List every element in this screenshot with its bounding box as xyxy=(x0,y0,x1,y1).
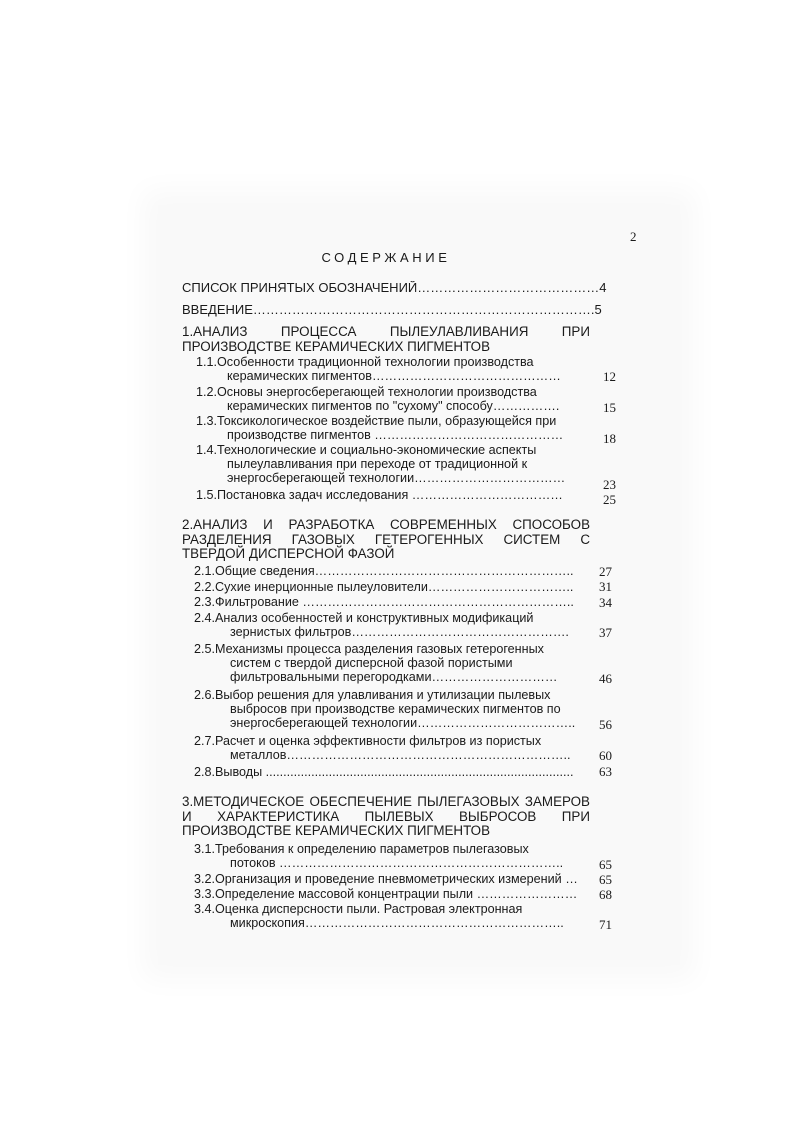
toc-page-number: 34 xyxy=(599,595,612,610)
toc-page-number: 37 xyxy=(599,625,612,640)
toc-item-text-cont: металлов………………………………………………………….. xyxy=(230,748,571,762)
toc-page-number: 46 xyxy=(599,671,612,686)
toc-item-2-2 xyxy=(194,580,584,594)
toc-item-2-5 xyxy=(194,642,584,684)
toc-page-number: 63 xyxy=(599,764,612,779)
toc-item-1-2 xyxy=(196,385,582,413)
toc-item-text-cont: керамических пигментов……………………………………… xyxy=(227,369,561,383)
toc-page-number: 25 xyxy=(603,492,616,507)
toc-item-text-cont: фильтровальными перегородками………………………… xyxy=(230,670,558,684)
toc-item-text-cont: энергосберегающей технологии……………………………… xyxy=(227,471,566,485)
toc-item-text-cont: потоков ………………………………………………………….. xyxy=(230,856,564,870)
toc-item-text: 1.1.Особенности традиционной технологии производства xyxy=(196,355,534,369)
page-title: СОДЕРЖАНИЕ xyxy=(321,250,451,265)
toc-item-text-cont: пылеулавливания при переходе от традиционной к xyxy=(227,457,528,471)
toc-item-2-7 xyxy=(194,734,584,762)
toc-item-3-4 xyxy=(194,902,586,930)
toc-page-number: 15 xyxy=(603,400,616,415)
toc-item-text: 1.3.Токсикологическое воздействие пыли, образующейся при xyxy=(196,414,557,428)
chapter-1-heading: 1.АНАЛИЗ ПРОЦЕССА ПЫЛЕУЛАВЛИВАНИЯ ПРИ ПРОИЗВОДСТВЕ КЕРАМИЧЕСКИХ ПИГМЕНТОВ xyxy=(182,324,590,354)
toc-item-text: 2.2.Сухие инерционные пылеуловители…………………………….. xyxy=(194,580,574,594)
toc-page-number: 71 xyxy=(599,917,612,932)
page-number: 2 xyxy=(630,229,637,244)
toc-item-text-cont: производстве пигментов ……………………………………… xyxy=(227,428,564,442)
toc-page-number: 27 xyxy=(599,564,612,579)
toc-item-text: 3.1.Требования к определению параметров пылегазовых xyxy=(194,842,529,856)
toc-item-text-cont: энергосберегающей технологии……………………………….. xyxy=(230,716,576,730)
toc-item-text-cont: систем с твердой дисперсной фазой пористыми xyxy=(230,656,513,670)
toc-item-text: 2.7.Расчет и оценка эффективности фильтров из пористых xyxy=(194,734,542,748)
toc-item-1-5 xyxy=(196,488,582,502)
toc-item-1-4 xyxy=(196,443,582,485)
toc-item-2-4 xyxy=(194,611,584,639)
toc-item-text: 1.2.Основы энергосберегающей технологии производства xyxy=(196,385,537,399)
toc-item-3-2 xyxy=(194,872,586,886)
toc-item-text-cont: микроскопия…………………………………………………….. xyxy=(230,916,564,930)
toc-item-text: 3.4.Оценка дисперсности пыли. Растровая электронная xyxy=(194,902,523,916)
toc-page-number: 65 xyxy=(599,872,612,887)
toc-item-3-3 xyxy=(194,887,586,901)
toc-item-text-cont: выбросов при производстве керамических пигментов по xyxy=(230,702,561,716)
toc-page-number: 18 xyxy=(603,431,616,446)
toc-page-number: 31 xyxy=(599,579,612,594)
toc-item-1-1 xyxy=(196,355,582,383)
toc-item-text: 3.2.Организация и проведение пневмометрических измерений … xyxy=(194,872,578,886)
toc-item-text: 2.5.Механизмы процесса разделения газовых гетерогенных xyxy=(194,642,544,656)
toc-entry-abbreviations: СПИСОК ПРИНЯТЫХ ОБОЗНАЧЕНИЙ……………………………………4 xyxy=(182,281,607,295)
toc-item-text: 2.1.Общие сведения…………………………………………………….. xyxy=(194,564,574,578)
toc-item-text-cont: зернистых фильтров……………………………………………. xyxy=(230,625,569,639)
toc-item-1-3 xyxy=(196,414,582,442)
toc-item-2-3 xyxy=(194,595,584,609)
toc-page-number: 23 xyxy=(603,477,616,492)
toc-item-text: 3.3.Определение массовой концентрации пыли …………………… xyxy=(194,887,578,901)
toc-item-text: 2.3.Фильтрование ……………………………………………………….. xyxy=(194,595,574,609)
toc-item-text: 2.4.Анализ особенностей и конструктивных модификаций xyxy=(194,611,534,625)
chapter-2-heading: 2.АНАЛИЗ И РАЗРАБОТКА СОВРЕМЕННЫХ СПОСОБОВ РАЗДЕЛЕНИЯ ГАЗОВЫХ ГЕТЕРОГЕННЫХ СИСТЕМ С ТВЕРДОЙ ДИСПЕРСНОЙ ФАЗОЙ xyxy=(182,517,590,561)
toc-page-number: 65 xyxy=(599,857,612,872)
toc-item-2-8 xyxy=(194,765,584,779)
toc-page-number: 56 xyxy=(599,717,612,732)
toc-page-number: 12 xyxy=(603,369,616,384)
toc-entry-introduction: ВВЕДЕНИЕ…………………………………………………………………….5 xyxy=(182,303,602,317)
chapter-3-heading: 3.МЕТОДИЧЕСКОЕ ОБЕСПЕЧЕНИЕ ПЫЛЕГАЗОВЫХ ЗАМЕРОВ И ХАРАКТЕРИСТИКА ПЫЛЕВЫХ ВЫБРОСОВ ПРИ ПРОИЗВОДСТВЕ КЕРАМИЧЕСКИХ ПИГМЕНТОВ xyxy=(182,794,590,838)
toc-page-number: 68 xyxy=(599,887,612,902)
toc-item-3-1 xyxy=(194,842,586,870)
toc-item-text: 1.5.Постановка задач исследования ……………………………… xyxy=(196,488,563,502)
toc-item-text-cont: керамических пигментов по "сухому" способу……………. xyxy=(227,399,560,413)
toc-item-text: 2.6.Выбор решения для улавливания и утилизации пылевых xyxy=(194,688,551,702)
toc-item-2-6 xyxy=(194,688,584,730)
toc-item-text: 1.4.Технологические и социально-экономические аспекты xyxy=(196,443,537,457)
toc-item-text: 2.8.Выводы ........................................................................................ xyxy=(194,765,574,779)
toc-page-number: 60 xyxy=(599,748,612,763)
toc-item-2-1 xyxy=(194,564,584,578)
